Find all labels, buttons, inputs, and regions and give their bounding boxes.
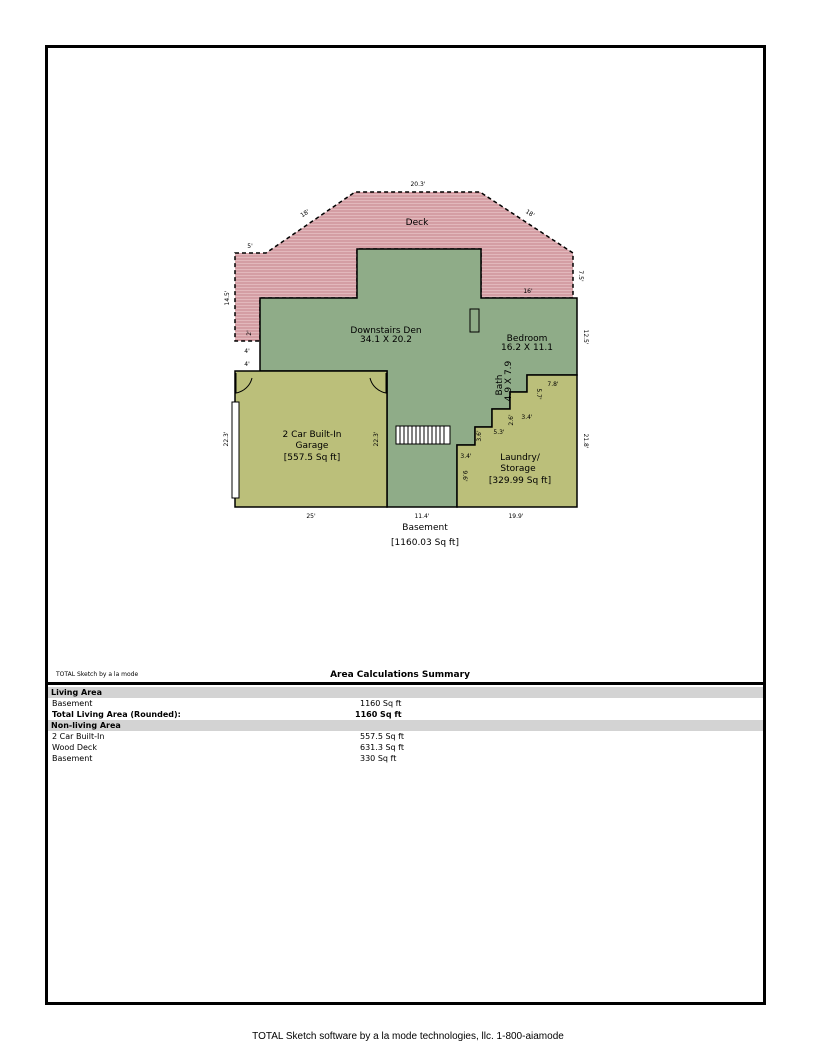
dim-step-5: 5.3' xyxy=(493,429,505,436)
basement-area-label: [1160.03 Sq ft] xyxy=(391,538,459,548)
dim-step-3: 3.4' xyxy=(521,414,533,421)
row-value: 1160 Sq ft xyxy=(360,699,402,708)
basement-label: Basement xyxy=(402,523,448,533)
footer-text: TOTAL Sketch software by a la mode technologies, llc. 1-800-aiamode xyxy=(252,1031,564,1042)
table-row xyxy=(48,742,763,753)
total-label: Total Living Area (Rounded): xyxy=(52,710,181,719)
dim-laundry-bottom: 19.9' xyxy=(508,513,524,520)
row-label: Basement xyxy=(52,754,93,763)
stairs xyxy=(396,426,450,444)
row-value: 557.5 Sq ft xyxy=(360,732,404,741)
dim-deck-small: 2' xyxy=(246,330,253,336)
garage-label-1: 2 Car Built-In xyxy=(282,430,342,440)
laundry-area-label: [329.99 Sq ft] xyxy=(488,476,552,486)
table-row xyxy=(48,753,763,764)
dim-deck-left-side: 14.5' xyxy=(224,290,231,306)
laundry-label-2: Storage xyxy=(500,464,536,474)
dim-step-2: 5.7' xyxy=(535,388,542,400)
dim-step-4: 2.6' xyxy=(508,414,515,426)
garage-door xyxy=(232,402,239,498)
total-living-row xyxy=(48,709,763,720)
dim-bedroom-right: 12.5' xyxy=(582,329,589,345)
garage-label-2: Garage xyxy=(295,441,329,451)
deck-label: Deck xyxy=(405,218,429,228)
dim-step-7: 3.4' xyxy=(460,453,472,460)
bath-label: Bath xyxy=(495,374,505,396)
garage-area-label: [557.5 Sq ft] xyxy=(283,453,341,463)
bedroom-label: Bedroom xyxy=(506,334,548,344)
dim-deck-left-top: 5' xyxy=(247,243,253,250)
row-label: Wood Deck xyxy=(52,743,97,752)
bath-size: 4.9 X 7.9 xyxy=(504,360,514,402)
row-value: 631.3 Sq ft xyxy=(360,743,404,752)
nonliving-area-header: Non-living Area xyxy=(48,720,763,731)
dim-garage-right: 22.3' xyxy=(373,431,380,447)
row-value: 330 Sq ft xyxy=(360,754,397,763)
dim-step-6: 3.6' xyxy=(476,430,483,442)
dim-deck-diag-right: 18' xyxy=(524,208,536,220)
dim-gap-b: 4' xyxy=(244,361,250,368)
summary-divider xyxy=(45,682,766,685)
dim-deck-inner: 16' xyxy=(523,288,533,295)
sketch-credit: TOTAL Sketch by a la mode xyxy=(56,671,139,678)
living-area-header: Living Area xyxy=(48,687,763,698)
dim-garage-left: 22.3' xyxy=(223,431,230,447)
row-label: 2 Car Built-In xyxy=(52,732,105,741)
dim-step-8: 9.6' xyxy=(461,470,468,482)
total-value: 1160 Sq ft xyxy=(355,710,402,719)
table-row xyxy=(48,698,763,709)
dim-laundry-right: 21.8' xyxy=(582,433,589,449)
row-label: Basement xyxy=(52,699,93,708)
dim-deck-top: 20.3' xyxy=(410,181,426,188)
dim-deck-diag-left: 18' xyxy=(299,208,311,220)
laundry-label-1: Laundry/ xyxy=(500,453,540,463)
dim-garage-bottom: 25' xyxy=(306,513,316,520)
dim-basement-bottom: 11.4' xyxy=(414,513,430,520)
dim-step-1: 7.8' xyxy=(547,381,559,388)
table-row xyxy=(48,731,763,742)
den-label: Downstairs Den xyxy=(350,326,422,336)
den-size: 34.1 X 20.2 xyxy=(360,335,412,345)
area-summary-table xyxy=(48,687,763,764)
dim-deck-right-side: 7.5' xyxy=(577,270,584,282)
summary-title: Area Calculations Summary xyxy=(330,670,470,680)
bedroom-size: 16.2 X 11.1 xyxy=(501,343,553,353)
dim-gap-a: 4' xyxy=(244,348,250,355)
